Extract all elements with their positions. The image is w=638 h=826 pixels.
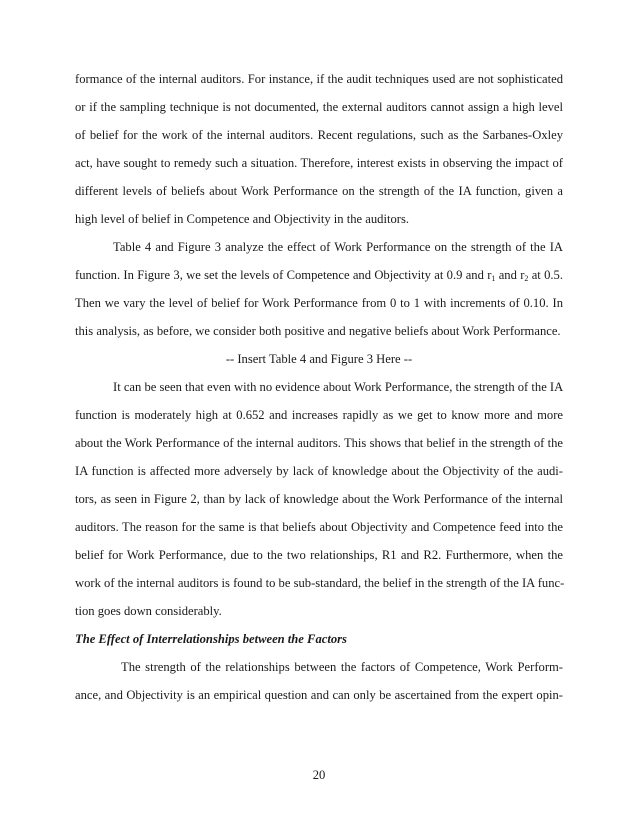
paragraph-line: tion goes down considerably. bbox=[75, 604, 222, 618]
paragraph-line: act, have sought to remedy such a situation. Therefore, interest exists in observing the impact of bbox=[75, 156, 563, 170]
insert-note: -- Insert Table 4 and Figure 3 Here -- bbox=[225, 352, 413, 366]
text-segment: at 0.5. bbox=[528, 268, 563, 282]
paragraph-line: Table 4 and Figure 3 analyze the effect of Work Performance on the strength of the IA bbox=[113, 240, 563, 254]
section-heading: The Effect of Interrelationships between the Factors bbox=[75, 632, 347, 646]
paragraph-line: of belief for the work of the internal auditors. Recent regulations, such as the Sarbanes-Oxley bbox=[75, 128, 563, 142]
paragraph-line: IA function is affected more adversely by lack of knowledge about the Objectivity of the audi- bbox=[75, 464, 563, 478]
subscript: 2 bbox=[524, 274, 529, 283]
paragraph-line: formance of the internal auditors. For instance, if the audit techniques used are not sophisticated bbox=[75, 72, 563, 86]
paragraph-line-with-subscripts bbox=[75, 268, 563, 282]
paragraph-line: high level of belief in Competence and Objectivity in the auditors. bbox=[75, 212, 409, 226]
paragraph-line: auditors. The reason for the same is that beliefs about Objectivity and Competence feed into the bbox=[75, 520, 563, 534]
text-segment: function. In Figure 3, we set the levels of Competence and Objectivity at 0.9 and r bbox=[75, 268, 492, 282]
paragraph-line: function is moderately high at 0.652 and increases rapidly as we get to know more and more bbox=[75, 408, 563, 422]
page-number: 20 bbox=[312, 768, 326, 782]
paragraph-line: work of the internal auditors is found to be sub-standard, the belief in the strength of the IA func- bbox=[75, 576, 565, 590]
text-segment: and r bbox=[495, 268, 525, 282]
paragraph-line: ance, and Objectivity is an empirical question and can only be ascertained from the expert opin- bbox=[75, 688, 563, 702]
paragraph-line: this analysis, as before, we consider both positive and negative beliefs about Work Performance. bbox=[75, 324, 561, 338]
subscript: 1 bbox=[491, 274, 496, 283]
paragraph-line: different levels of beliefs about Work Performance on the strength of the IA function, given a bbox=[75, 184, 563, 198]
paragraph-line: It can be seen that even with no evidence about Work Performance, the strength of the IA bbox=[113, 380, 564, 394]
paragraph-line: belief for Work Performance, due to the two relationships, R1 and R2. Furthermore, when the bbox=[75, 548, 563, 562]
paragraph-line: The strength of the relationships between the factors of Competence, Work Perform- bbox=[121, 660, 563, 674]
paragraph-line: tors, as seen in Figure 2, than by lack of knowledge about the Work Performance of the internal bbox=[75, 492, 563, 506]
paragraph-line: or if the sampling technique is not documented, the external auditors cannot assign a high level bbox=[75, 100, 563, 114]
paragraph-line: about the Work Performance of the internal auditors. This shows that belief in the strength of the bbox=[75, 436, 563, 450]
paragraph-line: Then we vary the level of belief for Work Performance from 0 to 1 with increments of 0.10. In bbox=[75, 296, 563, 310]
